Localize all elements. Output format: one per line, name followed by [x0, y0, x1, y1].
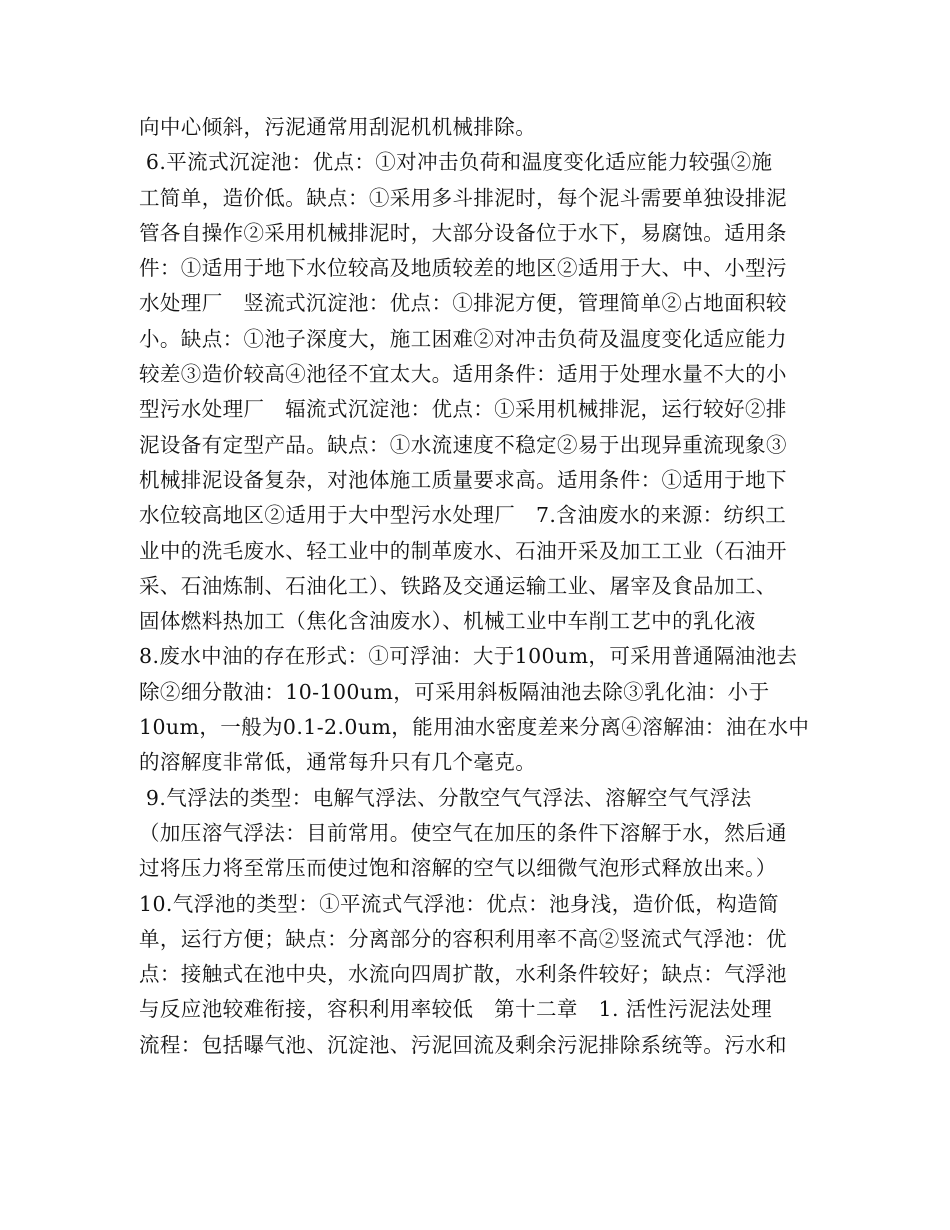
text-line: 业中的洗毛废水、轻工业中的制革废水、石油开采及加工工业（石油开: [139, 538, 787, 563]
text-line: 10.气浮池的类型：①平流式气浮池：优点：池身浅，造价低，构造简: [139, 891, 779, 916]
text-line: 小。缺点：①池子深度大，施工困难②对冲击负荷及温度变化适应能力: [139, 326, 787, 351]
text-line: 工简单，造价低。缺点：①采用多斗排泥时，每个泥斗需要单独设排泥: [139, 185, 787, 210]
text-line: 型污水处理厂 辐流式沉淀池：优点：①采用机械排泥，运行较好②排: [139, 397, 787, 422]
text-line: 机械排泥设备复杂，对池体施工质量要求高。适用条件：①适用于地下: [139, 467, 787, 492]
text-line: 9.气浮法的类型：电解气浮法、分散空气气浮法、溶解空气气浮法: [139, 785, 752, 810]
text-line: 固体燃料热加工（焦化含油废水）、机械工业中车削工艺中的乳化液: [139, 609, 756, 634]
text-line: 泥设备有定型产品。缺点：①水流速度不稳定②易于出现异重流现象③: [139, 432, 787, 457]
text-line: 6.平流式沉淀池：优点：①对冲击负荷和温度变化适应能力较强②施: [139, 150, 773, 175]
text-line: 的溶解度非常低，通常每升只有几个毫克。: [139, 750, 537, 775]
text-line: 过将压力将至常压而使过饱和溶解的空气以细微气泡形式释放出来。）: [139, 856, 777, 881]
text-line: 流程：包括曝气池、沉淀池、污泥回流及剩余污泥排除系统等。污水和: [139, 1032, 787, 1057]
text-line: 管各自操作②采用机械排泥时，大部分设备位于水下，易腐蚀。适用条: [139, 220, 787, 245]
text-line: 与反应池较难衔接，容积利用率较低 第十二章 1. 活性污泥法处理: [139, 997, 773, 1022]
text-line: 10um，一般为0.1-2.0um，能用油水密度差来分离④溶解油：油在水中: [139, 715, 810, 740]
text-line: （加压溶气浮法：目前常用。使空气在加压的条件下溶解于水，然后通: [139, 820, 787, 845]
text-line: 较差③造价较高④池径不宜太大。适用条件：适用于处理水量不大的小: [139, 362, 787, 387]
body-text: [139, 110, 815, 1063]
text-line: 向中心倾斜，污泥通常用刮泥机机械排除。: [139, 115, 537, 139]
text-line: 单，运行方便；缺点：分离部分的容积利用率不高②竖流式气浮池：优: [139, 926, 787, 951]
text-line: 8.废水中油的存在形式：①可浮油：大于100um，可采用普通隔油池去: [139, 644, 798, 669]
text-line: 水位较高地区②适用于大中型污水处理厂 7.含油废水的来源：纺织工: [139, 503, 787, 528]
text-line: 件：①适用于地下水位较高及地质较差的地区②适用于大、中、小型污: [139, 256, 787, 281]
text-line: 除②细分散油：10-100um，可采用斜板隔油池去除③乳化油：小于: [139, 679, 770, 704]
text-line: 水处理厂 竖流式沉淀池：优点：①排泥方便，管理简单②占地面积较: [139, 291, 787, 316]
text-line: 采、石油炼制、石油化工）、铁路及交通运输工业、屠宰及食品加工、: [139, 573, 777, 598]
text-line: 点：接触式在池中央，水流向四周扩散，水利条件较好；缺点：气浮池: [139, 962, 787, 987]
